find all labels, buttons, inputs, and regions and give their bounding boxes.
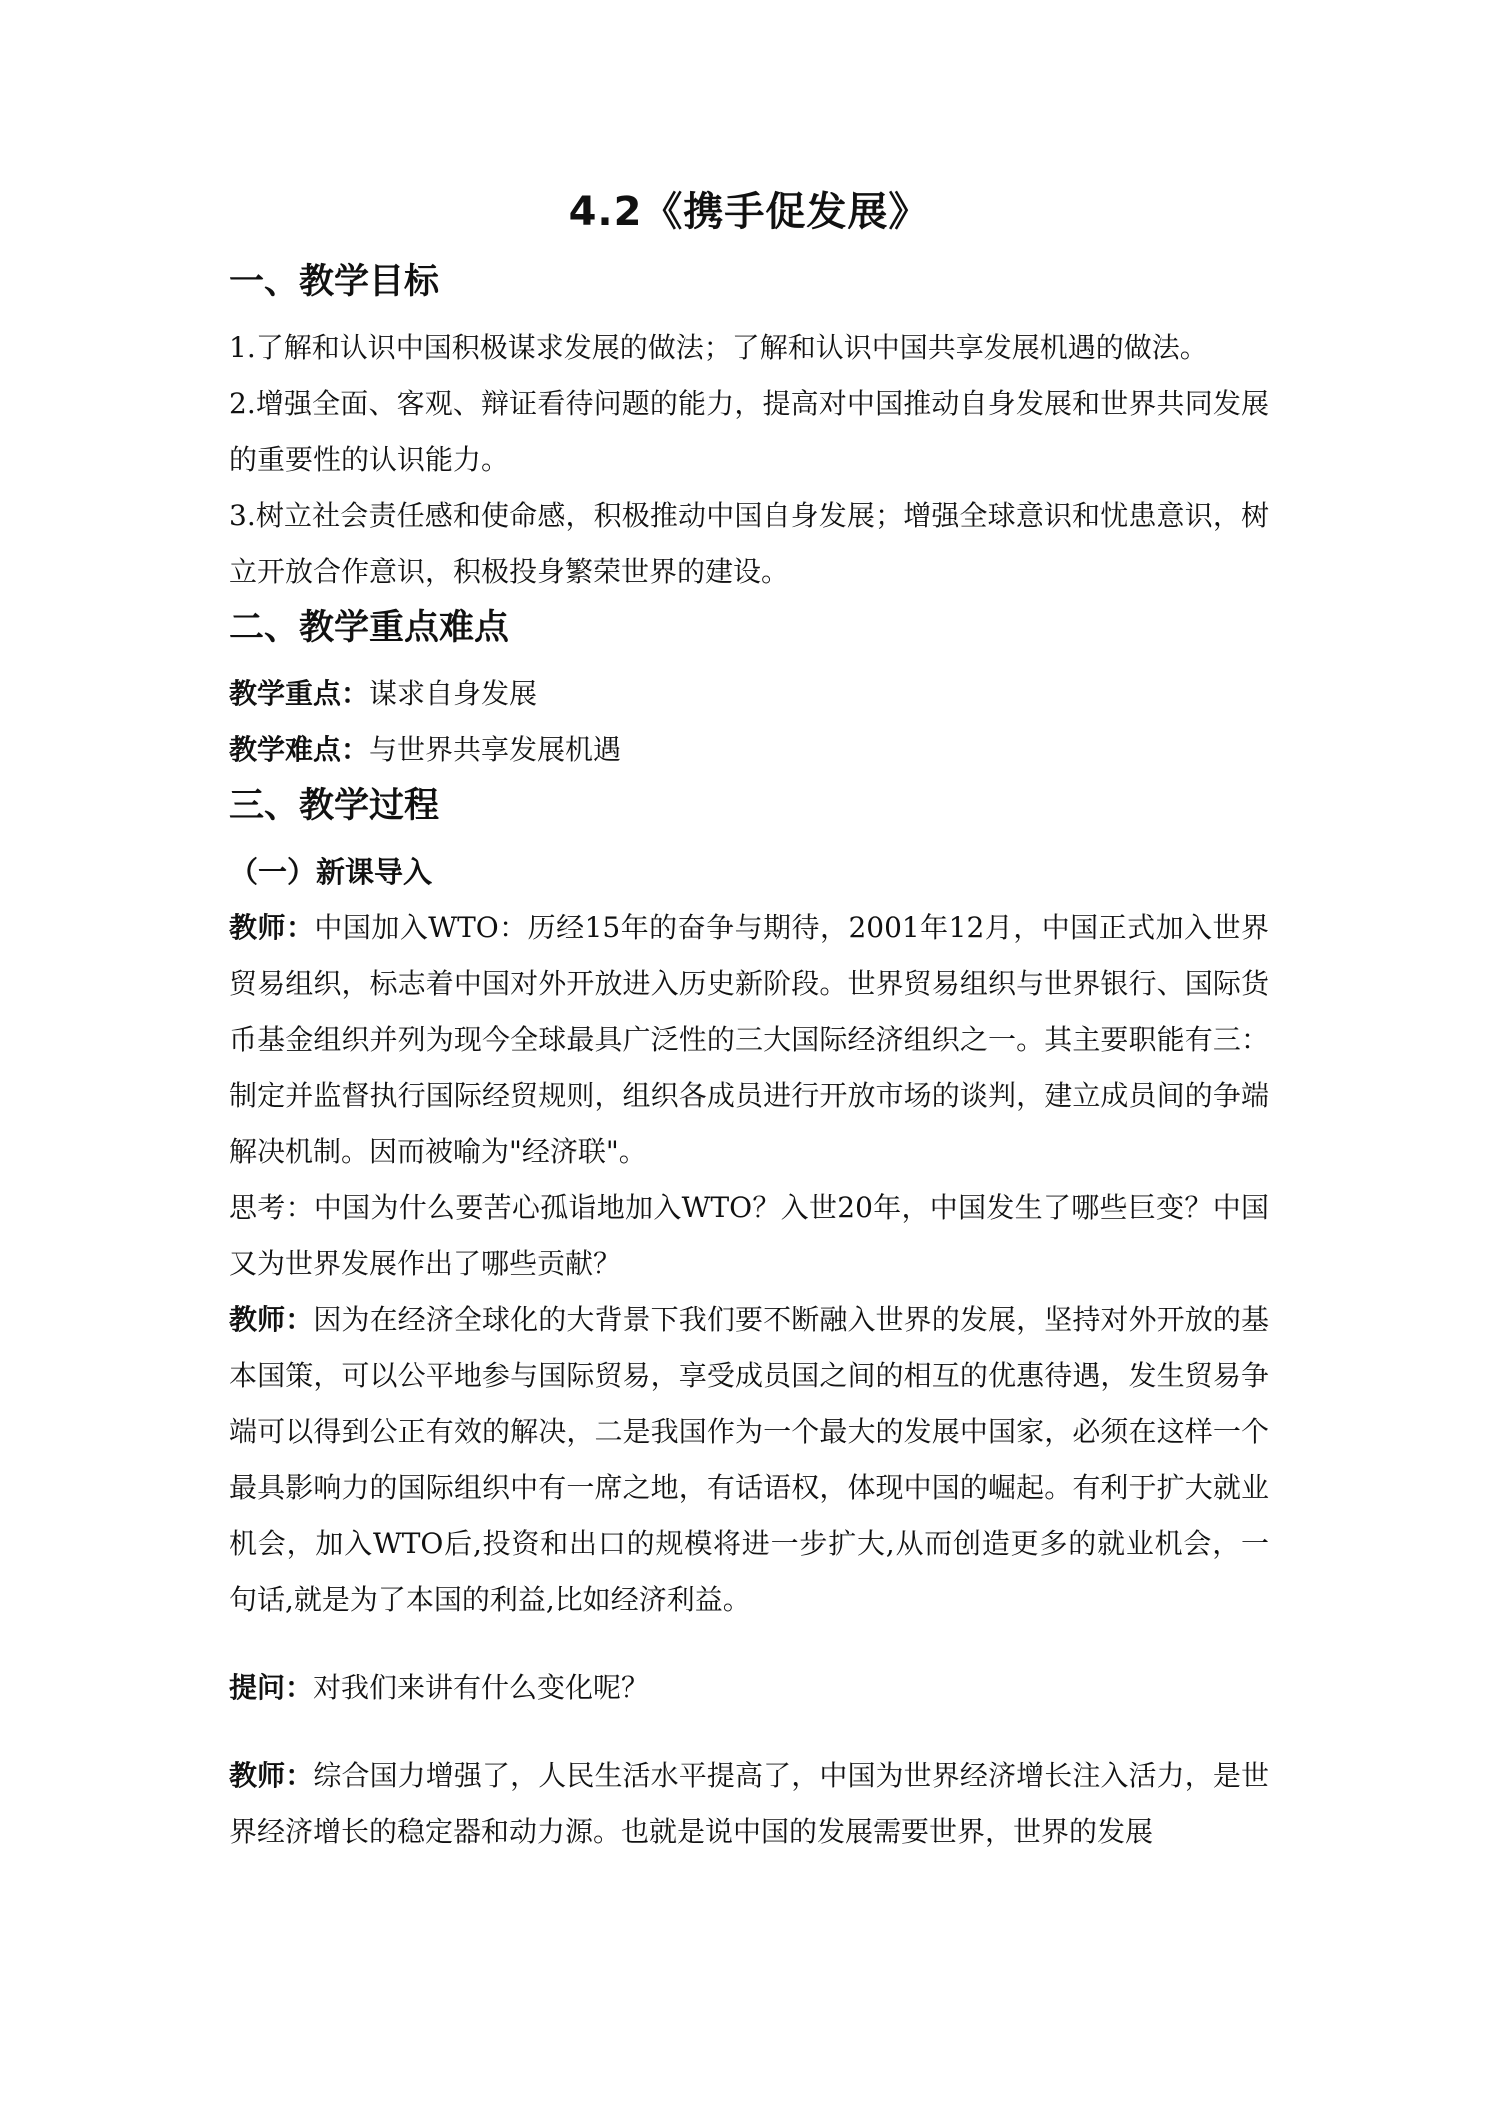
subsection-heading-intro: （一）新课导入	[229, 855, 433, 889]
key-point-line	[229, 666, 1269, 722]
difficult-point-label: 教学难点：	[229, 733, 370, 766]
teacher-paragraph-1	[229, 900, 1269, 1180]
think-paragraph: 思考：中国为什么要苦心孤诣地加入WTO？入世20年，中国发生了哪些巨变？中国又为世界发展作出了哪些贡献？	[229, 1191, 1269, 1280]
teacher-text: 因为在经济全球化的大背景下我们要不断融入世界的发展，坚持对外开放的基本国策，可以公平地参与国际贸易，享受成员国之间的相互的优惠待遇，发生贸易争端可以得到公正有效的解决，二是我国作为一个最大的发展中国家，必须在这样一个最具影响力的国际组织中有一席之地，有话语权，体现中国的崛起。有利于扩大就业机会，加入WTO后,投资和出口的规模将进一步扩大,从而创造更多的就业机会，一句话,就是为了本国的利益,比如经济利益。	[229, 1303, 1269, 1616]
teacher-label: 教师：	[229, 1303, 314, 1336]
objective-item-3: 3.树立社会责任感和使命感，积极推动中国自身发展；增强全球意识和忧患意识，树立开放合作意识，积极投身繁荣世界的建设。	[229, 499, 1269, 588]
teacher-paragraph-2	[229, 1292, 1269, 1628]
teacher-text: 综合国力增强了，人民生活水平提高了，中国为世界经济增长注入活力，是世界经济增长的稳定器和动力源。也就是说中国的发展需要世界，世界的发展	[229, 1759, 1269, 1848]
section-heading-key-points: 二、教学重点难点	[229, 608, 510, 648]
objective-item-2: 2.增强全面、客观、辩证看待问题的能力，提高对中国推动自身发展和世界共同发展的重要性的认识能力。	[229, 387, 1269, 476]
question-paragraph	[229, 1660, 1269, 1716]
teacher-label: 教师：	[229, 1759, 314, 1792]
teacher-label: 教师：	[229, 911, 315, 944]
key-point-label: 教学重点：	[229, 677, 370, 710]
question-text: 对我们来讲有什么变化呢？	[313, 1671, 650, 1704]
teacher-paragraph-3	[229, 1748, 1269, 1860]
question-label: 提问：	[229, 1671, 314, 1704]
section-heading-objectives: 一、教学目标	[229, 262, 440, 302]
objective-item-1: 1.了解和认识中国积极谋求发展的做法；了解和认识中国共享发展机遇的做法。	[229, 331, 1208, 364]
difficult-point-line	[229, 722, 1269, 778]
document-title: 4.2《携手促发展》	[568, 189, 930, 235]
teacher-text: 中国加入WTO：历经15年的奋争与期待，2001年12月，中国正式加入世界贸易组织，标志着中国对外开放进入历史新阶段。世界贸易组织与世界银行、国际货币基金组织并列为现今全球最具广泛性的三大国际经济组织之一。其主要职能有三：制定并监督执行国际经贸规则，组织各成员进行开放市场的谈判，建立成员间的争端解决机制。因而被喻为"经济联"。	[229, 911, 1269, 1168]
section-heading-process: 三、教学过程	[229, 786, 440, 826]
document-body	[229, 182, 1269, 1860]
key-point-text: 谋求自身发展	[369, 677, 538, 710]
difficult-point-text: 与世界共享发展机遇	[369, 733, 622, 766]
